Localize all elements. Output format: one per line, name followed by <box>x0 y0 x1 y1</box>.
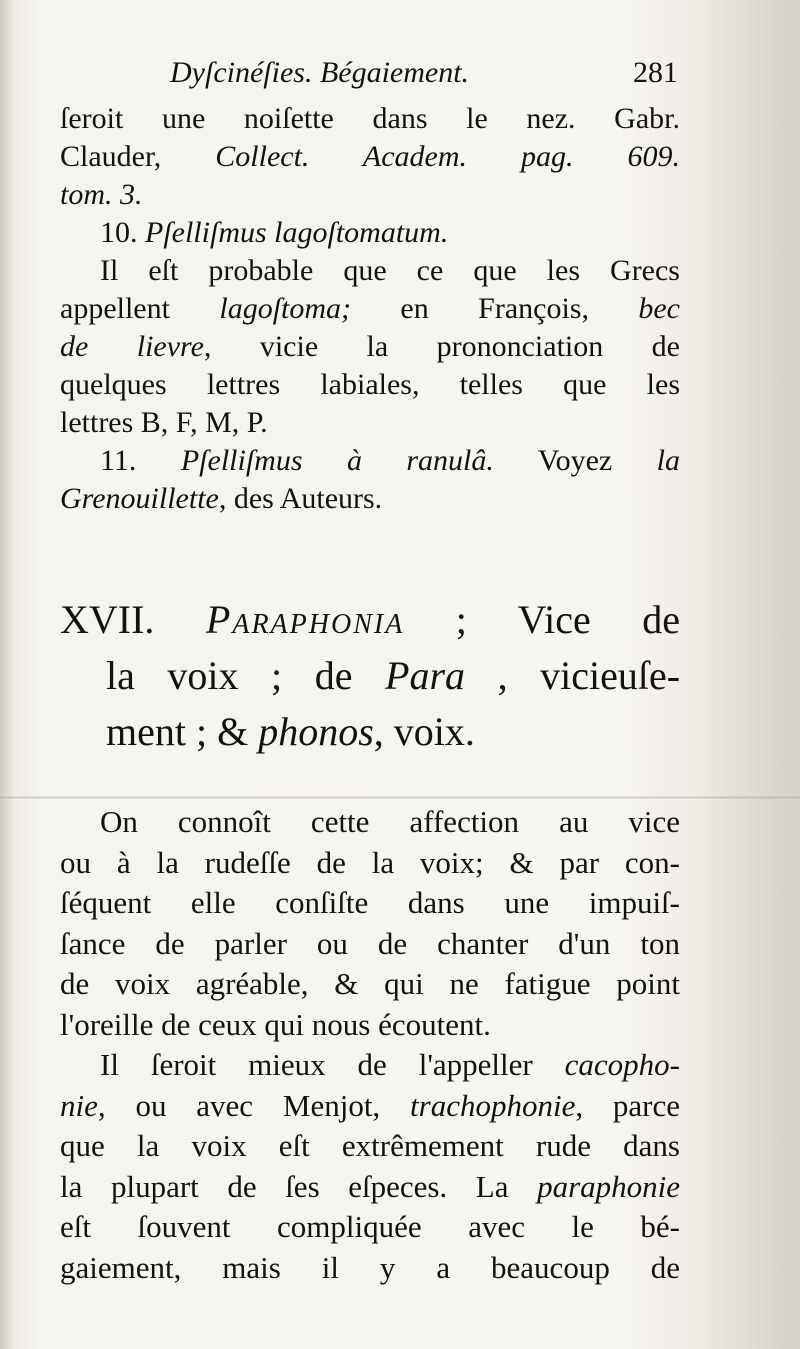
text-line: quelques lettres labiales, telles que les <box>60 368 680 401</box>
text-line: de voix agréable, & qui ne fatigue point <box>60 966 680 1001</box>
section-name: Paraphonia <box>205 597 405 642</box>
page-number: 281 <box>633 56 678 89</box>
text-line: Il ſeroit mieux de l'appeller cacopho- <box>100 1047 680 1082</box>
text-line: ſeroit une noiſette dans le nez. Gabr. <box>60 102 680 135</box>
text-line: tom. 3. <box>60 178 143 211</box>
text-line <box>60 138 680 176</box>
running-header <box>60 50 680 90</box>
running-title: Dyſcinéſies. Bégaiement. <box>170 56 470 89</box>
section-numeral: XVII. <box>60 597 155 642</box>
item-10-title: Pſelliſmus lagoſtomatum. <box>145 216 449 249</box>
heading-line-2: la voix ; de Para , vicieuſe- <box>106 653 681 698</box>
item-10 <box>60 214 680 252</box>
text-line: ſéquent elle conſiſte dans une impuiſ- <box>60 885 680 920</box>
heading-line-1: XVII. Paraphonia ; Vice de <box>60 597 681 642</box>
text-line: la plupart de ſes eſpeces. La paraphonie <box>60 1168 680 1204</box>
text-line: lettres B, F, M, P. <box>60 406 268 439</box>
text-line: gaiement, mais il y a beaucoup de <box>60 1249 680 1285</box>
citation-italic: Collect. Academ. pag. 609. <box>215 140 680 173</box>
text-block-bottom <box>60 802 680 1288</box>
page-right-shadow <box>700 0 800 1349</box>
text-block-top <box>60 100 680 518</box>
text-line: ſance de parler ou de chanter d'un ton <box>60 925 680 961</box>
text-line: On connoît cette affection au vice <box>100 804 680 839</box>
page-fold-line <box>0 796 800 799</box>
text-line: l'oreille de ceux qui nous écoutent. <box>60 1006 491 1042</box>
item-11-title: Pſelliſmus à ranulâ. <box>180 444 494 477</box>
citation-line: Clauder, Collect. Academ. pag. 609. <box>60 140 680 173</box>
text-line: Il eſt probable que ce que les Grecs <box>100 254 680 287</box>
text-line: que la voix eſt extrêmement rude dans <box>60 1128 680 1163</box>
item-11-ref: Grenouillette <box>60 482 219 515</box>
page-left-edge <box>0 0 14 1349</box>
section-heading-xvii <box>60 592 680 760</box>
heading-line-3: ment ; & phonos, voix. <box>106 709 475 754</box>
text-line: appellent lagoſtoma; en François, bec <box>60 292 680 325</box>
item-11: 11. Pſelliſmus à ranulâ. Voyez la <box>100 444 681 477</box>
text-line: ou à la rudeſſe de la voix; & par con- <box>60 844 680 880</box>
text-line: de lievre, vicie la prononciation de <box>60 330 680 363</box>
item-10-number: 10. <box>100 216 138 249</box>
item-11-number: 11. <box>100 444 137 477</box>
text-line: eſt ſouvent compliquée avec le bé- <box>60 1209 680 1244</box>
text-line: Grenouillette, des Auteurs. <box>60 482 383 515</box>
text-line: nie, ou avec Menjot, trachophonie, parce <box>60 1087 681 1123</box>
